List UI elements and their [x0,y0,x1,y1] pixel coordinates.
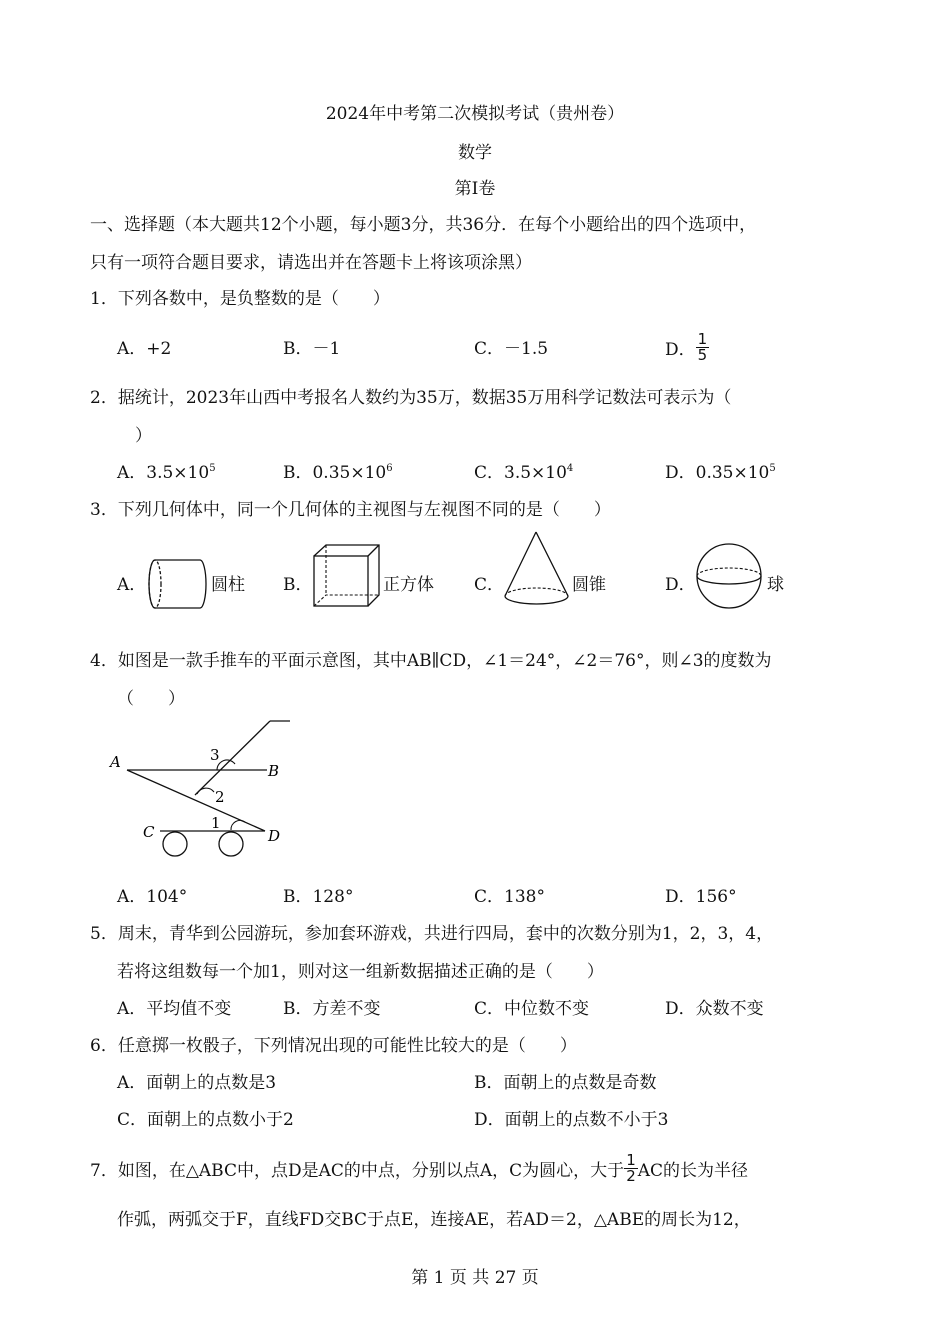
q2-stem-cont: ） [135,426,152,446]
cube-figure [311,543,381,609]
q6-stem: 6．任意掷一枚骰子，下列情况出现的可能性比较大的是（ ） [90,1036,577,1056]
q5-stem-cont: 若将这组数每一个加1，则对这一组新数据描述正确的是（ ） [117,962,604,982]
q5-option-c: C．中位数不变 [474,999,590,1019]
q3-stem: 3．下列几何体中，同一个几何体的主视图与左视图不同的是（ ） [90,500,611,520]
sphere-figure [696,542,766,612]
cylinder-figure [146,556,210,612]
q3-option-d-label: 球 [767,575,784,595]
q3-option-b: B． [283,575,313,595]
q3-option-c: C． [474,575,505,595]
q1-option-d-prefix: D． [665,340,696,360]
q4-stem: 4．如图是一款手推车的平面示意图，其中AB∥CD，∠1＝24°，∠2＝76°，则∠3的度数为 [90,651,772,671]
q4-option-d: D．156° [665,887,737,907]
q4-option-c: C．138° [474,887,545,907]
label-point-c: C [143,823,155,841]
label-point-d: D [268,827,281,845]
fraction-denominator: 2 [626,1167,636,1185]
q1-option-c: C．－1.5 [474,339,549,359]
stroller-figure [105,710,305,870]
q2-option-c [474,462,573,484]
exam-title: 2024年中考第二次模拟考试（贵州卷） [325,104,625,124]
q2-option-d-base: D．0.35×10 [665,463,770,483]
section-instructions-line1: 一、选择题（本大题共12个小题，每小题3分，共36分．在每个小题给出的四个选项中， [90,215,757,235]
fraction-numerator: 1 [626,1151,636,1169]
subject-title: 数学 [458,143,492,163]
q1-option-d-fraction [696,332,710,363]
q1-option-a: A．+2 [117,339,172,359]
label-angle-2: 2 [215,788,225,806]
q2-option-a-exponent: 5 [209,463,216,474]
q6-option-d: D．面朝上的点数不小于3 [474,1110,669,1130]
label-angle-1: 1 [211,814,221,832]
q2-option-d [665,462,776,484]
q4-option-a: A．104° [117,887,188,907]
q5-option-a: A．平均值不变 [117,999,232,1019]
q6-option-b: B．面朝上的点数是奇数 [474,1073,657,1093]
q3-option-c-label: 圆锥 [572,575,606,595]
q7-stem [90,1151,749,1185]
q6-option-a: A．面朝上的点数是3 [117,1073,277,1093]
q5-stem: 5．周末，青华到公园游玩，参加套环游戏，共进行四局，套中的次数分别为1，2，3，4， [90,924,774,944]
label-point-a: A [110,753,121,771]
fraction-numerator: 1 [697,330,708,348]
fraction-denominator: 5 [697,346,708,364]
q3-option-d: D． [665,575,696,595]
label-point-b: B [268,762,280,780]
q2-option-a [117,462,216,484]
cone-figure [502,530,572,610]
q2-option-c-exponent: 4 [566,463,574,474]
q7-stem-cont: 作弧，两弧交于F，直线FD交BC于点E，连接AE，若AD＝2，△ABE的周长为12， [117,1210,751,1230]
q7-stem-pre: 7．如图，在△ABC中，点D是AC的中点，分别以点A，C为圆心，大于 [90,1161,625,1181]
q4-stem-cont: （ ） [117,689,185,709]
volume-title: 第Ⅰ卷 [454,179,496,199]
q2-option-a-base: A．3.5×10 [117,463,210,483]
q5-option-b: B．方差不变 [283,999,381,1019]
q2-option-b [283,462,393,484]
q2-option-c-base: C．3.5×10 [474,463,567,483]
q2-option-b-exponent: 6 [386,463,393,474]
q6-option-c: C．面朝上的点数小于2 [117,1110,294,1130]
q3-option-b-label: 正方体 [383,575,434,595]
page-footer: 第 1 页 共 27 页 [411,1268,539,1288]
q7-half-fraction [624,1153,638,1184]
q5-option-d: D．众数不变 [665,999,764,1019]
q7-stem-post: AC的长为半径 [637,1161,749,1181]
q3-option-a: A． [117,575,147,595]
q4-option-b: B．128° [283,887,354,907]
section-instructions-line2: 只有一项符合题目要求，请选出并在答题卡上将该项涂黑） [90,253,532,273]
q2-stem: 2．据统计，2023年山西中考报名人数约为35万，数据35万用科学记数法可表示为（ [90,388,732,408]
q2-option-d-exponent: 5 [769,463,776,474]
label-angle-3: 3 [210,746,220,764]
q1-option-b: B．－1 [283,339,341,359]
q1-option-d [665,330,709,364]
q1-stem: 1．下列各数中，是负整数的是（ ） [90,289,390,309]
q3-option-a-label: 圆柱 [211,575,245,595]
q2-option-b-base: B．0.35×10 [283,463,387,483]
